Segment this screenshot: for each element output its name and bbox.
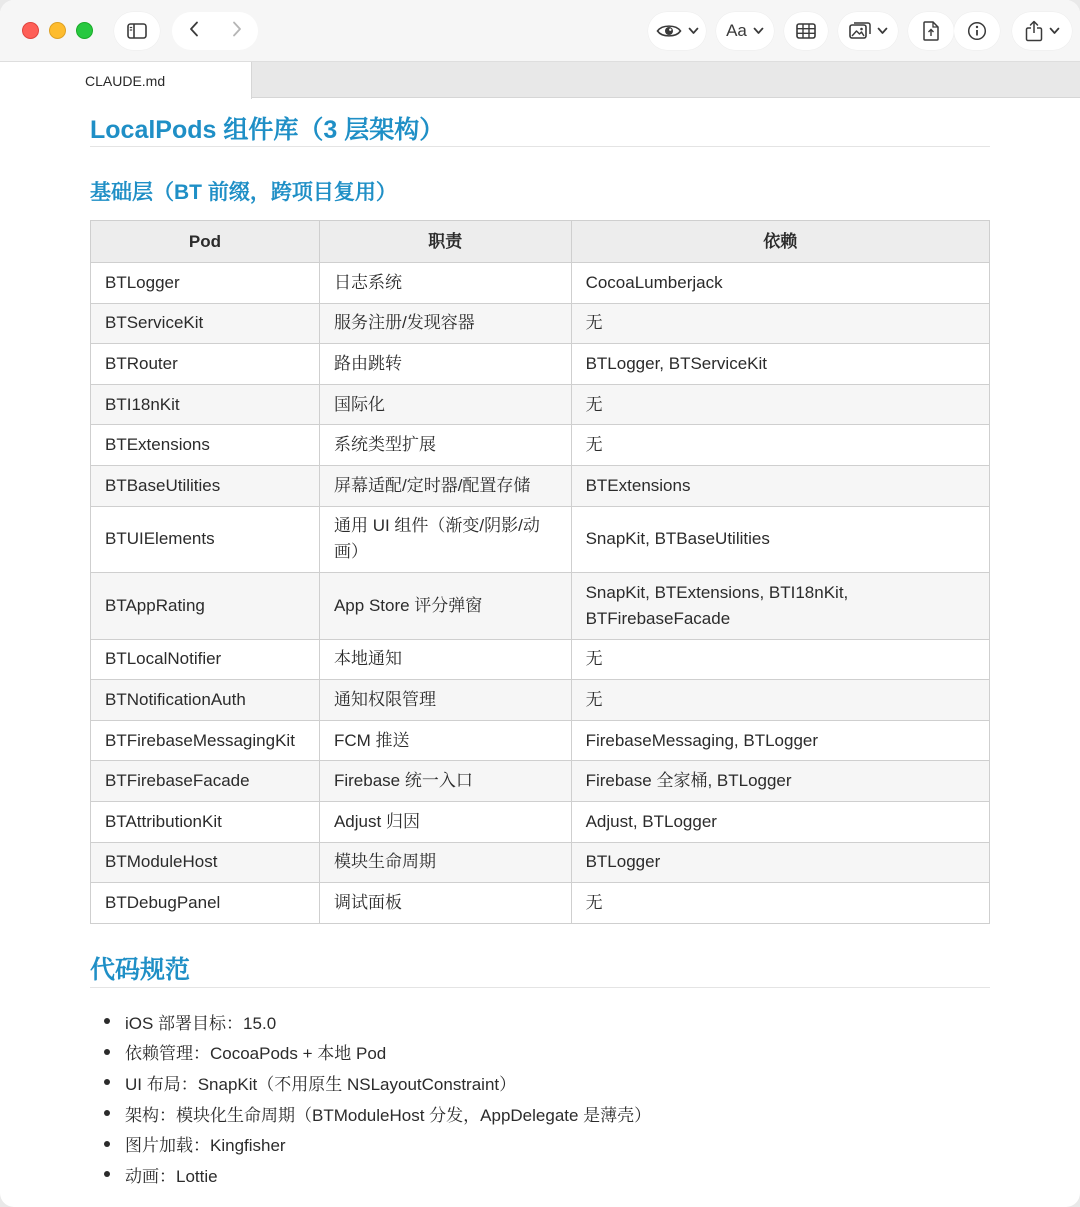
cell-responsibility: 模块生命周期 — [319, 842, 571, 883]
table-button[interactable] — [784, 12, 828, 50]
info-icon — [967, 21, 987, 41]
page-title: LocalPods 组件库（3 层架构） — [90, 116, 445, 144]
cell-responsibility: 系统类型扩展 — [319, 425, 571, 466]
cell-pod: BTModuleHost — [91, 842, 320, 883]
table-row — [91, 761, 990, 802]
navigation-buttons — [172, 12, 258, 50]
list-item — [104, 1067, 651, 1098]
cell-dependencies: FirebaseMessaging, BTLogger — [571, 720, 989, 761]
zoom-button[interactable] — [76, 22, 93, 39]
table-row — [91, 384, 990, 425]
document-icon — [923, 21, 939, 41]
title-divider — [90, 146, 990, 147]
list-item — [104, 1098, 651, 1129]
chevron-left-icon — [189, 21, 199, 42]
share-icon — [1025, 20, 1043, 42]
cell-pod: BTFirebaseMessagingKit — [91, 720, 320, 761]
cell-dependencies: 无 — [571, 303, 989, 344]
cell-dependencies: 无 — [571, 425, 989, 466]
chevron-down-icon — [753, 27, 764, 35]
bullet — [104, 1171, 110, 1177]
export-button[interactable] — [908, 12, 954, 50]
table-header-row — [91, 221, 990, 263]
section-heading-code-standards: 代码规范 — [90, 956, 191, 984]
cell-pod: BTDebugPanel — [91, 883, 320, 924]
cell-pod: BTLogger — [91, 263, 320, 304]
forward-button[interactable] — [215, 12, 258, 50]
table-row — [91, 680, 990, 721]
cell-responsibility: 服务注册/发现容器 — [319, 303, 571, 344]
column-header-responsibility: 职责 — [319, 221, 571, 263]
cell-pod: BTFirebaseFacade — [91, 761, 320, 802]
table-row — [91, 506, 990, 573]
tab-claude-md[interactable] — [0, 62, 252, 99]
table-row — [91, 639, 990, 680]
bullet — [104, 1049, 110, 1055]
table-row — [91, 303, 990, 344]
cell-pod: BTAttributionKit — [91, 801, 320, 842]
table-row — [91, 465, 990, 506]
cell-pod: BTUIElements — [91, 506, 320, 573]
cell-responsibility: 路由跳转 — [319, 344, 571, 385]
cell-pod: BTLocalNotifier — [91, 639, 320, 680]
font-menu-button[interactable] — [716, 12, 774, 50]
column-header-dependencies: 依赖 — [571, 221, 989, 263]
cell-dependencies: 无 — [571, 384, 989, 425]
list-item-text: 动画：Lottie — [125, 1166, 218, 1186]
table-row — [91, 883, 990, 924]
cell-dependencies: 无 — [571, 639, 989, 680]
cell-pod: BTBaseUtilities — [91, 465, 320, 506]
list-item — [104, 1128, 651, 1159]
cell-dependencies: BTExtensions — [571, 465, 989, 506]
cell-responsibility: 屏幕适配/定时器/配置存储 — [319, 465, 571, 506]
cell-pod: BTRouter — [91, 344, 320, 385]
column-header-pod: Pod — [91, 221, 320, 263]
bullet — [104, 1141, 110, 1147]
cell-responsibility: 日志系统 — [319, 263, 571, 304]
cell-dependencies: SnapKit, BTExtensions, BTI18nKit, BTFirebaseFacade — [571, 573, 989, 640]
section-heading-foundation: 基础层（BT 前缀，跨项目复用） — [90, 181, 397, 204]
cell-pod: BTNotificationAuth — [91, 680, 320, 721]
table-row — [91, 425, 990, 466]
cell-responsibility: 本地通知 — [319, 639, 571, 680]
cell-responsibility: FCM 推送 — [319, 720, 571, 761]
cell-responsibility: 国际化 — [319, 384, 571, 425]
list-item-text: UI 布局：SnapKit（不用原生 NSLayoutConstraint） — [125, 1074, 517, 1094]
list-item — [104, 1006, 651, 1037]
table-icon — [796, 23, 816, 39]
list-item — [104, 1037, 651, 1068]
list-item-text: iOS 部署目标：15.0 — [125, 1013, 277, 1033]
cell-responsibility: Firebase 统一入口 — [319, 761, 571, 802]
toolbar — [0, 0, 1080, 62]
table-row — [91, 842, 990, 883]
table-row — [91, 263, 990, 304]
list-item-text: 架构：模块化生命周期（BTModuleHost 分发，AppDelegate 是薄壳） — [125, 1105, 652, 1125]
table-row — [91, 573, 990, 640]
bullet — [104, 1018, 110, 1024]
cell-responsibility: Adjust 归因 — [319, 801, 571, 842]
cell-dependencies: 无 — [571, 883, 989, 924]
cell-responsibility: 调试面板 — [319, 883, 571, 924]
chevron-right-icon — [232, 21, 242, 42]
bullet — [104, 1110, 110, 1116]
share-menu-button[interactable] — [1012, 12, 1072, 50]
cell-dependencies: SnapKit, BTBaseUtilities — [571, 506, 989, 573]
font-label: Aa — [726, 21, 747, 40]
list-item — [104, 1159, 651, 1190]
pods-table — [90, 220, 990, 924]
photo-icon — [849, 22, 871, 40]
chevron-down-icon — [1049, 27, 1060, 35]
chevron-down-icon — [688, 27, 699, 35]
cell-pod: BTI18nKit — [91, 384, 320, 425]
media-menu-button[interactable] — [838, 12, 898, 50]
eye-icon — [656, 23, 682, 39]
back-button[interactable] — [172, 12, 215, 50]
bullet — [104, 1079, 110, 1085]
cell-dependencies: BTLogger, BTServiceKit — [571, 344, 989, 385]
chevron-down-icon — [877, 27, 888, 35]
cell-dependencies: Adjust, BTLogger — [571, 801, 989, 842]
cell-pod: BTExtensions — [91, 425, 320, 466]
sidebar-icon — [127, 23, 147, 39]
list-item-text: 依赖管理：CocoaPods + 本地 Pod — [125, 1044, 387, 1064]
minimize-button[interactable] — [49, 22, 66, 39]
cell-dependencies: Firebase 全家桶, BTLogger — [571, 761, 989, 802]
close-button[interactable] — [22, 22, 39, 39]
view-menu-button[interactable] — [648, 12, 706, 50]
tab-bar — [0, 62, 1080, 98]
cell-dependencies: 无 — [571, 680, 989, 721]
cell-dependencies: BTLogger — [571, 842, 989, 883]
section-divider — [90, 987, 990, 988]
table-row — [91, 344, 990, 385]
cell-dependencies: CocoaLumberjack — [571, 263, 989, 304]
tab-label: CLAUDE.md — [85, 72, 166, 89]
table-row — [91, 720, 990, 761]
list-item-text: 图片加载：Kingfisher — [125, 1136, 286, 1156]
sidebar-toggle-button[interactable] — [114, 12, 160, 50]
cell-responsibility: 通用 UI 组件（渐变/阴影/动画） — [319, 506, 571, 573]
table-row — [91, 801, 990, 842]
cell-pod: BTAppRating — [91, 573, 320, 640]
cell-responsibility: App Store 评分弹窗 — [319, 573, 571, 640]
cell-responsibility: 通知权限管理 — [319, 680, 571, 721]
info-button[interactable] — [954, 12, 1000, 50]
cell-pod: BTServiceKit — [91, 303, 320, 344]
code-standards-list — [104, 1006, 651, 1190]
